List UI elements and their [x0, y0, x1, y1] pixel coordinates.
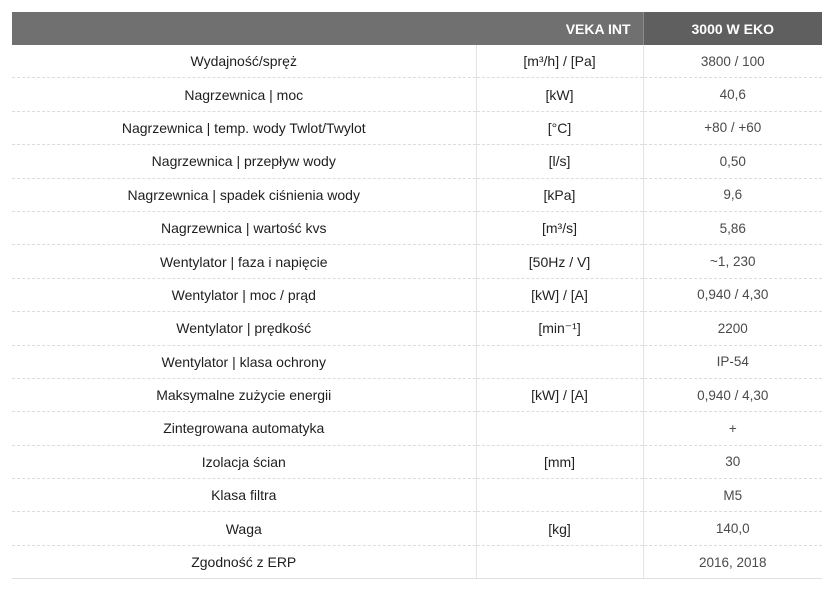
value-cell: +	[643, 412, 822, 445]
unit-cell: [kPa]	[476, 178, 643, 211]
param-cell: Wydajność/spręż	[12, 45, 476, 78]
unit-cell: [°C]	[476, 111, 643, 144]
param-cell: Nagrzewnica | wartość kvs	[12, 211, 476, 244]
table-row	[12, 378, 822, 411]
value-cell: IP-54	[643, 345, 822, 378]
param-cell: Zintegrowana automatyka	[12, 412, 476, 445]
param-cell: Nagrzewnica | temp. wody Twlot/Twylot	[12, 111, 476, 144]
value-cell: 0,50	[643, 145, 822, 178]
unit-cell	[476, 345, 643, 378]
param-cell: Wentylator | moc / prąd	[12, 278, 476, 311]
table-row	[12, 312, 822, 345]
unit-cell: [kW] / [A]	[476, 378, 643, 411]
value-cell: 140,0	[643, 512, 822, 545]
unit-cell: [50Hz / V]	[476, 245, 643, 278]
table-row	[12, 78, 822, 111]
unit-cell: [m³/s]	[476, 211, 643, 244]
value-cell: 40,6	[643, 78, 822, 111]
param-cell: Maksymalne zużycie energii	[12, 378, 476, 411]
value-cell: 2200	[643, 312, 822, 345]
table-row	[12, 345, 822, 378]
value-cell: 5,86	[643, 211, 822, 244]
value-cell: 30	[643, 445, 822, 478]
unit-cell: [kg]	[476, 512, 643, 545]
table-row	[12, 111, 822, 144]
unit-cell: [mm]	[476, 445, 643, 478]
table-row	[12, 512, 822, 545]
table-row	[12, 479, 822, 512]
value-cell: 2016, 2018	[643, 545, 822, 578]
param-cell: Wentylator | klasa ochrony	[12, 345, 476, 378]
param-cell: Zgodność z ERP	[12, 545, 476, 578]
table-row	[12, 178, 822, 211]
unit-cell: [kW]	[476, 78, 643, 111]
param-cell: Nagrzewnica | moc	[12, 78, 476, 111]
table-row	[12, 45, 822, 78]
table-row	[12, 245, 822, 278]
table-row	[12, 145, 822, 178]
unit-cell: [kW] / [A]	[476, 278, 643, 311]
unit-cell: [min⁻¹]	[476, 312, 643, 345]
unit-cell: [m³/h] / [Pa]	[476, 45, 643, 78]
param-cell: Waga	[12, 512, 476, 545]
unit-cell: [l/s]	[476, 145, 643, 178]
table-row	[12, 412, 822, 445]
table-row	[12, 545, 822, 578]
param-cell: Klasa filtra	[12, 479, 476, 512]
value-cell: M5	[643, 479, 822, 512]
param-cell: Nagrzewnica | przepływ wody	[12, 145, 476, 178]
table-header	[12, 12, 822, 45]
header-model: VEKA INT	[12, 12, 643, 45]
table-row	[12, 211, 822, 244]
header-variant: 3000 W EKO	[643, 12, 822, 45]
value-cell: 0,940 / 4,30	[643, 378, 822, 411]
value-cell: 3800 / 100	[643, 45, 822, 78]
spec-table	[12, 12, 822, 579]
param-cell: Nagrzewnica | spadek ciśnienia wody	[12, 178, 476, 211]
param-cell: Izolacja ścian	[12, 445, 476, 478]
value-cell: 9,6	[643, 178, 822, 211]
table-row	[12, 278, 822, 311]
header-row	[12, 12, 822, 45]
table-body	[12, 45, 822, 579]
table-row	[12, 445, 822, 478]
value-cell: 0,940 / 4,30	[643, 278, 822, 311]
unit-cell	[476, 545, 643, 578]
param-cell: Wentylator | prędkość	[12, 312, 476, 345]
param-cell: Wentylator | faza i napięcie	[12, 245, 476, 278]
value-cell: ~1, 230	[643, 245, 822, 278]
unit-cell	[476, 479, 643, 512]
unit-cell	[476, 412, 643, 445]
value-cell: +80 / +60	[643, 111, 822, 144]
